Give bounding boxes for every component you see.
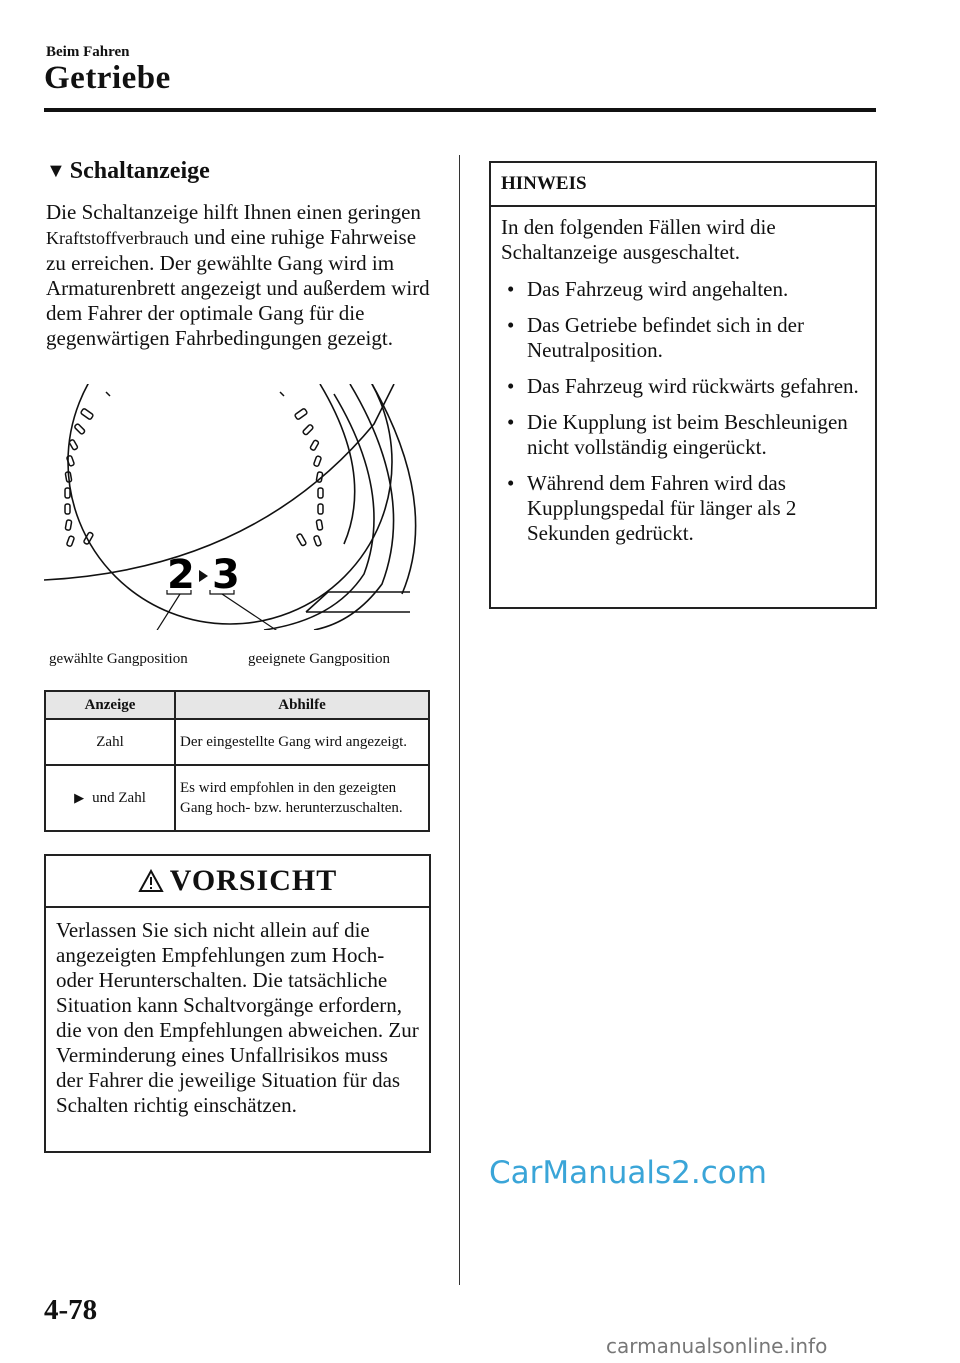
list-item [501,410,865,460]
note-intro: In den folgenden Fällen wird die Schaltanzeige ausgeschaltet. [501,215,776,264]
intro-text-2: und eine ruhige Fahrweise zu erreichen. Der gewählte Gang wird im Armaturenbrett angezeigt und außerdem wird dem Fahrer der optimale Gang für die gegenwärtigen Fahrbedingungen gezeigt. [46,225,430,350]
bullet-icon: • [507,374,515,398]
section-label: Beim Fahren [46,44,130,60]
table-cell-anzeige: Zahl [45,719,175,765]
gauge-suggested-gear: 3 [212,552,240,598]
triangle-down-icon: ▼ [46,160,66,182]
bullet-icon: • [507,277,515,301]
list-item [501,277,865,302]
gauge-shift-arrow-icon [199,570,208,582]
caption-selected-gear: gewählte Gangposition [49,651,188,667]
list-item-text: Die Kupplung ist beim Beschleunigen nicht vollständig eingerückt. [527,410,848,459]
table-header-anzeige: Anzeige [45,691,175,719]
caution-header [46,856,429,908]
bullet-icon: • [507,471,515,495]
table-header-abhilfe: Abhilfe [175,691,429,719]
caution-text: Verlassen Sie sich nicht allein auf die angezeigten Empfehlungen zum Hoch- oder Herunterschalten. Die tatsächliche Situation kann Schaltvorgänge erfordern, die von den Empfehlungen abweichen. Zur Verminderung eines Unfallrisikos muss der Fahrer die jeweilige Situation für das Schalten richtig einschätzen. [56,918,419,1117]
table-cell-anzeige-text: und Zahl [92,790,146,806]
caution-box [44,854,431,1153]
intro-paragraph [46,200,441,351]
list-item [501,471,865,546]
table-cell-abhilfe: Der eingestellte Gang wird angezeigt. [175,719,429,765]
page-number: 4-78 [44,1294,98,1326]
header-rule [44,108,876,112]
list-item-text: Das Fahrzeug wird angehalten. [527,277,789,301]
list-item [501,374,865,399]
gauge-illustration [44,384,430,630]
list-item-text: Das Fahrzeug wird rückwärts gefahren. [527,374,859,398]
warning-triangle-icon [138,869,164,893]
bullet-icon: • [507,313,515,337]
list-item-text: Das Getriebe befindet sich in der Neutralposition. [527,313,804,362]
table-row [45,719,429,765]
table-cell-abhilfe: Es wird empfohlen in den gezeigten Gang hoch- bzw. herunterzuschalten. [175,765,429,831]
intro-text-1: Die Schaltanzeige hilft Ihnen einen geringen [46,200,421,224]
note-body [491,207,875,546]
table-header-row [45,691,429,719]
caution-title: VORSICHT [169,864,338,897]
table-cell-anzeige [45,765,175,831]
chapter-title: Getriebe [44,60,171,96]
note-list [501,277,865,546]
intro-text-small: Kraftstoffverbrauch [46,228,189,248]
table-row [45,765,429,831]
indicator-table [44,690,430,832]
gauge-current-gear: 2 [167,552,195,598]
section-heading-text: Schaltanzeige [69,158,210,184]
list-item [501,313,865,363]
caption-suggested-gear: geeignete Gangposition [248,651,391,667]
play-arrow-icon: ▶ [74,790,85,805]
column-divider [459,155,460,1285]
section-heading [46,158,210,185]
list-item-text: Während dem Fahren wird das Kupplungspedal für länger als 2 Sekunden gedrückt. [527,471,797,545]
footer-site-link[interactable]: carmanualsonline.info [606,1334,828,1358]
watermark-link[interactable]: CarManuals2.com [489,1155,767,1191]
note-box [489,161,877,609]
bullet-icon: • [507,410,515,434]
note-header: HINWEIS [491,163,875,207]
